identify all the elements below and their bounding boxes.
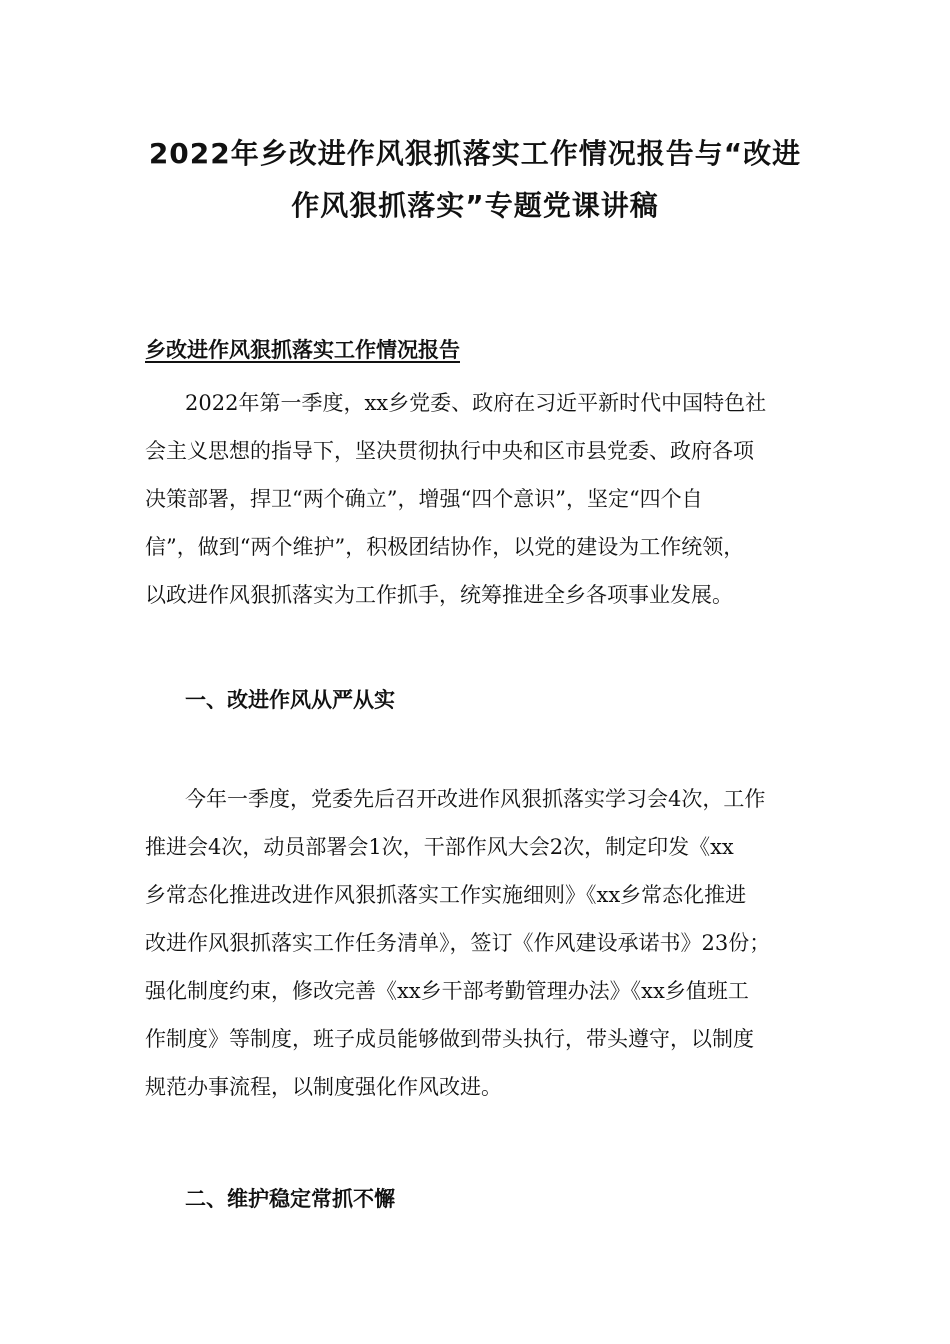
paragraph-line: 信”，做到“两个维护”，积极团结协作，以党的建设为工作统领， [145,535,745,559]
section-title: 乡改进作风狠抓落实工作情况报告 [145,338,460,362]
document-title [120,128,830,232]
body-paragraph [145,775,813,1111]
paragraph-line: 2022年第一季度，xx乡党委、政府在习近平新时代中国特色社 [185,391,767,415]
title-line: 作风狠抓落实”专题党课讲稿 [291,189,659,222]
paragraph-line: 改进作风狠抓落实工作任务清单》，签订《作风建设承诺书》23份； [145,931,771,955]
title-line: 2022年乡改进作风狠抓落实工作情况报告与“改进 [148,137,802,170]
paragraph-line: 今年一季度，党委先后召开改进作风狠抓落实学习会4次，工作 [185,787,766,811]
paragraph-line: 会主义思想的指导下，坚决贯彻执行中央和区市县党委、政府各项 [145,439,754,463]
paragraph-line: 推进会4次，动员部署会1次，干部作风大会2次，制定印发《xx [145,835,734,859]
paragraph-line: 规范办事流程，以制度强化作风改进。 [145,1075,502,1099]
paragraph-line: 强化制度约束，修改完善《xx乡干部考勤管理办法》《xx乡值班工 [145,979,749,1003]
paragraph-line: 决策部署，捍卫“两个确立”，增强“四个意识”，坚定“四个自 [145,487,703,511]
heading-maintain-stability: 二、维护稳定常抓不懈 [185,1187,395,1211]
paragraph-line: 以政进作风狠抓落实为工作抓手，统筹推进全乡各项事业发展。 [145,583,733,607]
intro-paragraph [145,379,813,619]
heading-improve-style: 一、改进作风从严从实 [185,688,395,712]
paragraph-line: 乡常态化推进改进作风狠抓落实工作实施细则》《xx乡常态化推进 [145,883,747,907]
paragraph-line: 作制度》等制度，班子成员能够做到带头执行，带头遵守，以制度 [145,1027,754,1051]
